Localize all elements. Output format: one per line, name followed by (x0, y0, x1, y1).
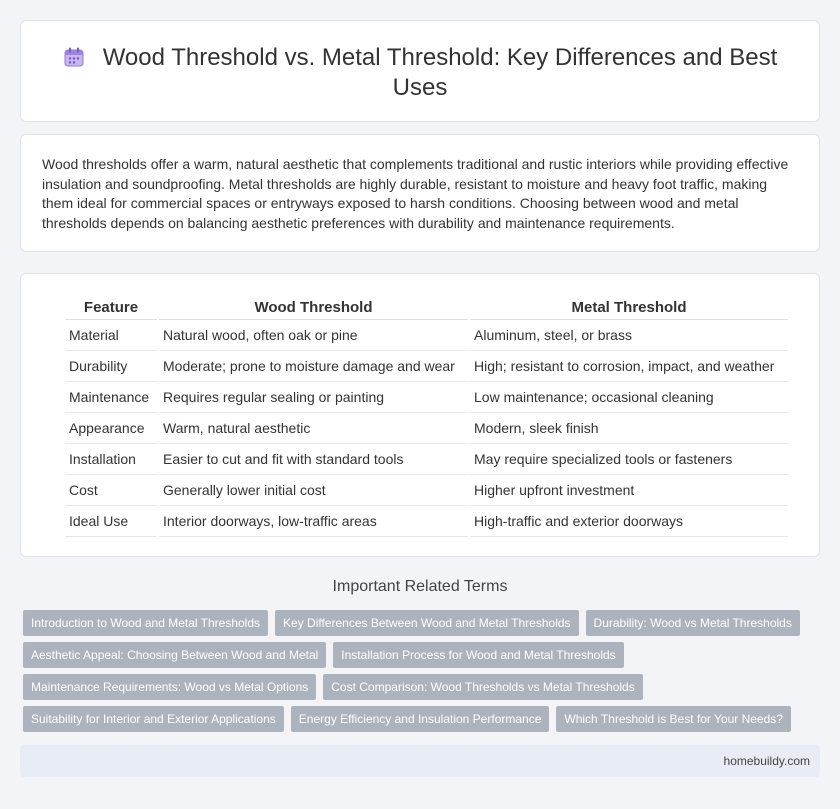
related-term-tag[interactable]: Maintenance Requirements: Wood vs Metal Options (23, 674, 316, 700)
feature-cell: Ideal Use (65, 506, 157, 537)
metal-cell: Aluminum, steel, or brass (470, 320, 788, 351)
metal-cell: May require specialized tools or fasteners (470, 444, 788, 475)
related-term-tag[interactable]: Suitability for Interior and Exterior Applications (23, 706, 284, 732)
related-term-tag[interactable]: Durability: Wood vs Metal Thresholds (586, 610, 800, 636)
intro-card (20, 134, 820, 252)
comparison-table-card (20, 273, 820, 557)
table-row (65, 320, 788, 351)
metal-cell: High-traffic and exterior doorways (470, 506, 788, 537)
footer (20, 745, 820, 777)
related-term-tag[interactable]: Energy Efficiency and Insulation Performance (291, 706, 550, 732)
column-header-metal: Metal Threshold (470, 296, 788, 320)
wood-cell: Interior doorways, low-traffic areas (159, 506, 468, 537)
table-row (65, 351, 788, 382)
related-term-tag[interactable]: Cost Comparison: Wood Thresholds vs Metal Thresholds (323, 674, 642, 700)
footer-site-name[interactable]: homebuildy.com (723, 754, 810, 768)
metal-cell: Higher upfront investment (470, 475, 788, 506)
calendar-icon (63, 46, 85, 68)
table-row (65, 382, 788, 413)
feature-cell: Cost (65, 475, 157, 506)
wood-cell: Warm, natural aesthetic (159, 413, 468, 444)
related-term-tag[interactable]: Installation Process for Wood and Metal Thresholds (333, 642, 623, 668)
tag-row (23, 706, 823, 738)
metal-cell: High; resistant to corrosion, impact, and weather (470, 351, 788, 382)
feature-cell: Appearance (65, 413, 157, 444)
column-header-wood: Wood Threshold (159, 296, 468, 320)
table-row (65, 444, 788, 475)
related-term-tag[interactable]: Key Differences Between Wood and Metal Thresholds (275, 610, 579, 636)
related-terms-heading: Important Related Terms (332, 578, 508, 595)
table-row (65, 506, 788, 537)
wood-cell: Natural wood, often oak or pine (159, 320, 468, 351)
wood-cell: Moderate; prone to moisture damage and wear (159, 351, 468, 382)
page-title-wrap (61, 43, 779, 103)
feature-cell: Durability (65, 351, 157, 382)
header-card (20, 20, 820, 122)
comparison-table (63, 296, 790, 537)
related-term-tag[interactable]: Introduction to Wood and Metal Thresholds (23, 610, 268, 636)
feature-cell: Material (65, 320, 157, 351)
related-terms-tags (23, 610, 823, 738)
intro-paragraph: Wood thresholds offer a warm, natural aesthetic that complements traditional and rustic interiors while providing effective insulation and soundproofing. Metal thresholds are highly durable, resistant to moisture and heavy foot traffic, making them ideal for commercial spaces or entryways exposed to harsh conditions. Choosing between wood and metal thresholds depends on balancing aesthetic preferences with durability and maintenance requirements. (42, 156, 789, 231)
tag-row (23, 610, 823, 642)
tag-row (23, 674, 823, 706)
feature-cell: Maintenance (65, 382, 157, 413)
feature-cell: Installation (65, 444, 157, 475)
metal-cell: Modern, sleek finish (470, 413, 788, 444)
page-title: Wood Threshold vs. Metal Threshold: Key Differences and Best Uses (102, 44, 778, 101)
related-term-tag[interactable]: Aesthetic Appeal: Choosing Between Wood and Metal (23, 642, 326, 668)
table-row (65, 475, 788, 506)
wood-cell: Easier to cut and fit with standard tools (159, 444, 468, 475)
wood-cell: Requires regular sealing or painting (159, 382, 468, 413)
metal-cell: Low maintenance; occasional cleaning (470, 382, 788, 413)
wood-cell: Generally lower initial cost (159, 475, 468, 506)
tag-row (23, 642, 823, 674)
related-term-tag[interactable]: Which Threshold is Best for Your Needs? (556, 706, 791, 732)
table-row (65, 413, 788, 444)
table-header-row (65, 296, 788, 320)
column-header-feature: Feature (65, 296, 157, 320)
